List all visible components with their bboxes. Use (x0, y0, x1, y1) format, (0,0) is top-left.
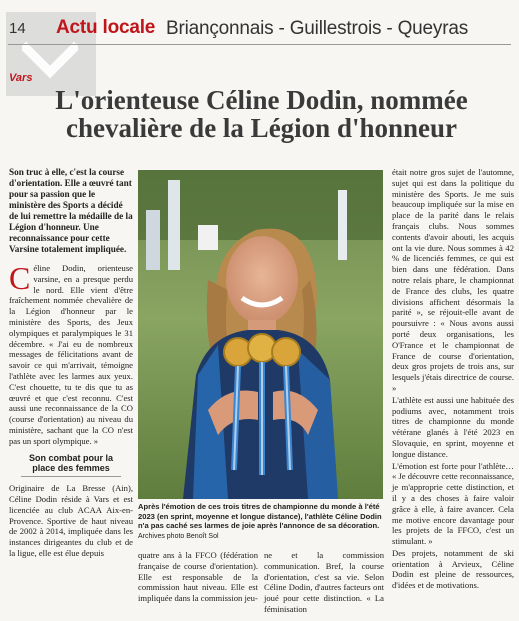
standfirst: Son truc à elle, c'est la course d'orientation. Elle a œuvré tant pour sa passion que le ministère des Sports a décidé de lui remettre la médaille de la Légion d'honneur. Une reconnaissance pour cette Varsine totalement impliquée. (9, 167, 133, 254)
column-mid-1 (138, 550, 258, 605)
column-mid-2 (264, 550, 384, 616)
section-title: Actu locale (56, 17, 156, 38)
region-title: Briançonnais - Guillestrois - Queyras (166, 18, 468, 39)
body-paragraph-5: était notre gros sujet de l'automne, sujet qui est dans la politique du ministère des Sports. Je me suis beaucoup impliquée sur la mise en place de la parité dans le relais français clubs. Nous sommes contents d'avoir abouti, les acquis ont la vie dure. Nous sommes à 42 % de licenciés femmes, ce qui est bien dans une fédération. Dans notre relais phare, le championnat de France des clubs, les quatre divisions affichent désormais la parité », se réjouit-elle avant de poursuivre : « Nous avons aussi porté deux organisations, les O'France et le championnat de France de course d'orientation, deux gros projets de trois ans, sur lesquels j'étais directrice de course. » (392, 167, 514, 393)
subheading: Son combat pour la place des femmes (21, 453, 121, 478)
body-paragraph-8: Des projets, notamment de ski orientation à Arvieux, Céline Dodin est pleine de ressources, d'idées et de motivations. (392, 547, 514, 591)
photo-caption (138, 502, 384, 541)
body-paragraph-6: L'athlète est aussi une habituée des podiums avec, notamment trois titres de championne du monde vétérane glanés à l'été 2023 en Slovaquie, en sprint, moyenne et longue distance. (392, 394, 514, 459)
body-paragraph-3: quatre ans à la FFCO (fédération française de course d'orientation). Elle est responsable de la commission haut niveau. Elle est impliquée dans la commission jeu- (138, 550, 258, 604)
header-divider (8, 44, 511, 45)
medal-3 (272, 338, 300, 366)
headline-line-1: L'orienteuse Céline Dodin, nommée (55, 85, 468, 115)
kicker: Vars (9, 72, 33, 84)
headline-line-2: chevalière de la Légion d'honneur (65, 113, 457, 143)
column-right (392, 167, 514, 592)
body-paragraph-4: ne et la commission communication. Bref, la course d'orientation, c'est sa vie. Selon Céline Dodin, d'autres facteurs ont joué pour cette distinction. « La féminisation (264, 550, 384, 614)
article-photo (138, 170, 383, 499)
caption-text: Après l'émotion de ces trois titres de championne du monde à l'été 2023 (en sprint, moyenne et longue distance), l'athlète Céline Dodin n'a pas caché ses larmes de joie après l'annonce de sa décoration. (138, 502, 382, 531)
headline (9, 86, 514, 142)
photo-credit: Archives photo Benoît Sol (138, 532, 219, 540)
flag-banner (168, 180, 180, 270)
body-paragraph-2: Originaire de La Bresse (Ain), Céline Dodin réside à Vars et est licenciée au club ACAA Aix-en-Provence. Sportive de haut niveau de 2002 à 2014, impliquée dans les instances dirigeantes du club et de la ligue, elle est élue depuis (9, 483, 133, 558)
page-header (0, 0, 519, 44)
column-left (9, 167, 133, 560)
body-paragraph-7: L'émotion est forte pour l'athlète… « Je découvre cette reconnaissance, je m'approprie cette distinction, et il y a des choses à faire valoir grâce à elle, à faire avancer. Cela me motive encore davantage pour les projets de la FFCO, c'est un stimulant. » (392, 460, 514, 547)
body-paragraph-1: Céline Dodin, orienteuse varsine, en a presque perdu le nord. Elle vient d'être fraîchement nommée chevalière de la Légion d'honneur par le ministère des Sports, des Jeux olympiques et paralympiques le 31 décembre. « J'ai eu de nombreux messages de félicitations avant de savoir ce qui m'arrivait, témoigne l'athlète avec les larmes aux yeux. C'est chouette, tu te dis que tu as œuvré et que c'est reconnu. C'est aussi une reconnaissance de la CO (course d'orientation) au niveau du ministère, sachant que la CO n'est pas un sport olympique. » (9, 260, 133, 446)
page-number: 14 (9, 20, 26, 37)
drop-cap: C (9, 260, 31, 296)
